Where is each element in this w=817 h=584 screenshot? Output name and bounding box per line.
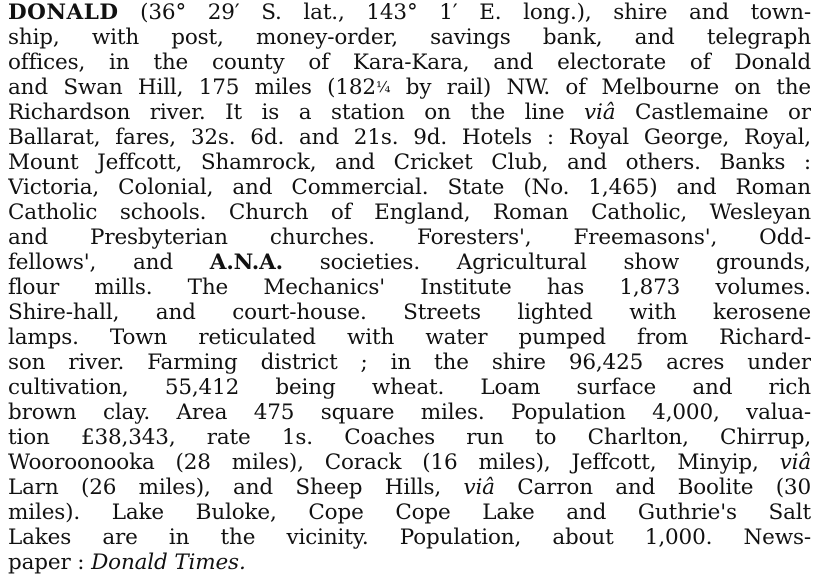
entry-line: lamps. Town reticulated with water pumped from Richard- bbox=[8, 325, 811, 350]
entry-line bbox=[8, 550, 811, 575]
entry-line: cultivation, 55,412 being wheat. Loam surface and rich bbox=[8, 375, 811, 400]
entry-line: brown clay. Area 475 square miles. Population 4,000, valua- bbox=[8, 400, 811, 425]
italic-via: viâ bbox=[583, 100, 616, 125]
entry-text: Carron and Boolite (30 bbox=[494, 475, 811, 500]
entry-line: and Presbyterian churches. Foresters', Freemasons', Odd- bbox=[8, 225, 811, 250]
entry-text: paper : bbox=[8, 550, 92, 575]
entry-line: Ballarat, fares, 32s. 6d. and 21s. 9d. Hotels : Royal George, Royal, bbox=[8, 125, 811, 150]
entry-text: (36° 29′ S. lat., 143° 1′ E. long.), shire and town- bbox=[118, 0, 811, 25]
entry-line: offices, in the county of Kara-Kara, and electorate of Donald bbox=[8, 50, 811, 75]
fraction: ¼ bbox=[375, 78, 391, 96]
gazetteer-entry-donald bbox=[8, 0, 811, 575]
entry-line bbox=[8, 475, 811, 500]
entry-line: Shire-hall, and court-house. Streets lighted with kerosene bbox=[8, 300, 811, 325]
entry-line: tion £38,343, rate 1s. Coaches run to Charlton, Chirrup, bbox=[8, 425, 811, 450]
italic-via: viâ bbox=[463, 475, 495, 500]
entry-line bbox=[8, 75, 811, 100]
entry-line: Victoria, Colonial, and Commercial. State (No. 1,465) and Roman bbox=[8, 175, 811, 200]
entry-text: Castlemaine or bbox=[615, 100, 811, 125]
entry-text: Wooroonooka (28 miles), Corack (16 miles), Jeffcott, Minyip, bbox=[8, 450, 780, 475]
entry-text: societies. Agricultural show grounds, bbox=[282, 250, 811, 275]
entry-line: Mount Jeffcott, Shamrock, and Cricket Club, and others. Banks : bbox=[8, 150, 811, 175]
entry-line: miles). Lake Buloke, Cope Cope Lake and Guthrie's Salt bbox=[8, 500, 811, 525]
entry-line: Lakes are in the vicinity. Population, about 1,000. News- bbox=[8, 525, 811, 550]
entry-text: fellows', and bbox=[8, 250, 210, 275]
newspaper-title: Donald Times. bbox=[91, 550, 246, 575]
bold-ana: A.N.A. bbox=[209, 250, 283, 275]
headword: DONALD bbox=[8, 0, 119, 25]
italic-via: viâ bbox=[779, 450, 811, 475]
entry-line: son river. Farming district ; in the shire 96,425 acres under bbox=[8, 350, 811, 375]
entry-line: Catholic schools. Church of England, Roman Catholic, Wesleyan bbox=[8, 200, 811, 225]
entry-text: Richardson river. It is a station on the line bbox=[8, 100, 584, 125]
entry-line bbox=[8, 250, 811, 275]
entry-text: Larn (26 miles), and Sheep Hills, bbox=[8, 475, 464, 500]
entry-line bbox=[8, 0, 811, 25]
entry-line: ship, with post, money-order, savings bank, and telegraph bbox=[8, 25, 811, 50]
entry-text: and Swan Hill, 175 miles (182 bbox=[8, 75, 376, 100]
entry-text: by rail) NW. of Melbourne on the bbox=[390, 75, 811, 100]
entry-line bbox=[8, 100, 811, 125]
entry-line bbox=[8, 450, 811, 475]
entry-line: flour mills. The Mechanics' Institute has 1,873 volumes. bbox=[8, 275, 811, 300]
